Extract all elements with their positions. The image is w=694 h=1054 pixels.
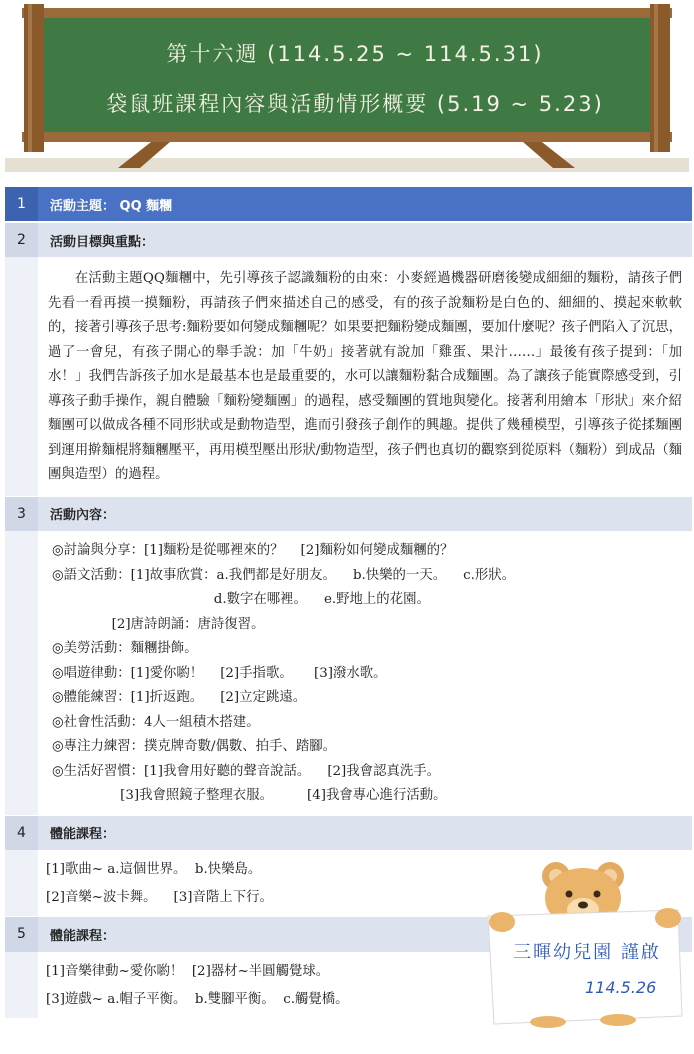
- school-signature: 三暉幼兒園 謹啟: [513, 942, 661, 963]
- chalkboard-banner: [0, 0, 694, 175]
- section-number: 4: [5, 815, 38, 850]
- section-number: 3: [5, 496, 38, 531]
- board-subtitle: 袋鼠班課程內容與活動情形概要 (5.19 ~ 5.23): [106, 92, 604, 116]
- activity-line: ◎社會性活動：4人一組積木搭建。: [52, 714, 260, 730]
- section-label-pe: 體能課程：: [38, 815, 692, 850]
- activity-line: ◎生活好習慣：[1]我會用好聽的聲音說話。 [2]我會認真洗手。: [52, 763, 441, 779]
- section-row-2: [5, 222, 692, 257]
- section-label-activities: 活動內容：: [38, 496, 692, 531]
- pe-line: [2]音樂~波卡舞。 [3]音階上下行。: [46, 890, 273, 905]
- activity-line: ◎討論與分享：[1]麵粉是從哪裡來的？ [2]麵粉如何變成麵糰的？: [52, 543, 454, 558]
- section-label-goals: 活動目標與重點：: [38, 222, 692, 257]
- section-row-3: [5, 496, 692, 531]
- activities-body-row: [5, 531, 692, 815]
- section-label-pe: 體能課程：: [38, 917, 692, 952]
- activity-line: d.數字在哪裡。 e.野地上的花園。: [52, 592, 430, 607]
- activity-line: ◎唱遊律動：[1]愛你喲！ [2]手指歌。 [3]潑水歌。: [52, 665, 387, 681]
- goals-paragraph: 在活動主題QQ麵糰中，先引導孩子認識麵粉的由來：小麥經過機器研磨後變成細細的麵粉，請孩子們先看一看再摸一摸麵粉，再請孩子們來描述自己的感受，有的孩子說麵粉是白色的、細細的、摸起來軟軟的，接著引導孩子思考:麵粉要如何變成麵糰呢？如果要把麵粉變成麵團，要加什麼呢？孩子們陷入了沉思，過了一會兒，有孩子開心的舉手說：加「牛奶」接著就有說加「雞蛋、果汁……」最後有孩子提到：「加水！」我們告訴孩子加水是最基本也是最重要的，水可以讓麵粉黏合成麵團。為了讓孩子能實際感受到，引導孩子動手操作，親自體驗「麵粉變麵團」的過程，感受麵團的質地與變化。接著利用繪本「形狀」來介紹麵團可以做成各種不同形狀或是動物造型，進而引發孩子創作的興趣。提供了幾種模型，引導孩子從揉麵團到運用擀麵棍將麵糰壓平，再用模型壓出形狀/動物造型，孩子們也真切的觀察到從原料（麵粉）到成品（麵團與造型）的過程。: [48, 271, 682, 482]
- section-number: 1: [5, 187, 38, 222]
- activity-list: [38, 531, 692, 815]
- section-number: 2: [5, 222, 38, 257]
- goals-body-row: [5, 257, 692, 496]
- section-number: 5: [5, 917, 38, 952]
- activity-line: ◎語文活動：[1]故事欣賞：a.我們都是好朋友。 b.快樂的一天。 c.形狀。: [52, 567, 516, 583]
- signature-date: 114.5.26: [585, 978, 657, 997]
- section-row-1: [5, 187, 692, 222]
- board-title: 第十六週 (114.5.25 ~ 114.5.31): [166, 42, 544, 66]
- pe-line: [3]遊戲~ a.帽子平衡。 b.雙腳平衡。 c.觸覺橋。: [46, 991, 349, 1007]
- section-row-4: [5, 815, 692, 850]
- pe-line: [1]歌曲~ a.這個世界。 b.快樂島。: [46, 862, 262, 877]
- activity-line: [2]唐詩朗誦：唐詩復習。: [52, 616, 265, 632]
- activity-line: ◎體能練習：[1]折返跑。 [2]立定跳遠。: [52, 690, 307, 705]
- activity-line: [3]我會照鏡子整理衣服。 [4]我會專心進行活動。: [52, 788, 447, 803]
- activity-line: ◎美勞活動：麵糰掛飾。: [52, 641, 198, 656]
- section-label-theme: 活動主題： QQ 麵糰: [50, 198, 173, 214]
- pe-line: [1]音樂律動~愛你喲！ [2]器材~半圓觸覺球。: [46, 963, 330, 979]
- activity-line: ◎專注力練習：撲克牌奇數/偶數、拍手、踏腳。: [52, 739, 337, 754]
